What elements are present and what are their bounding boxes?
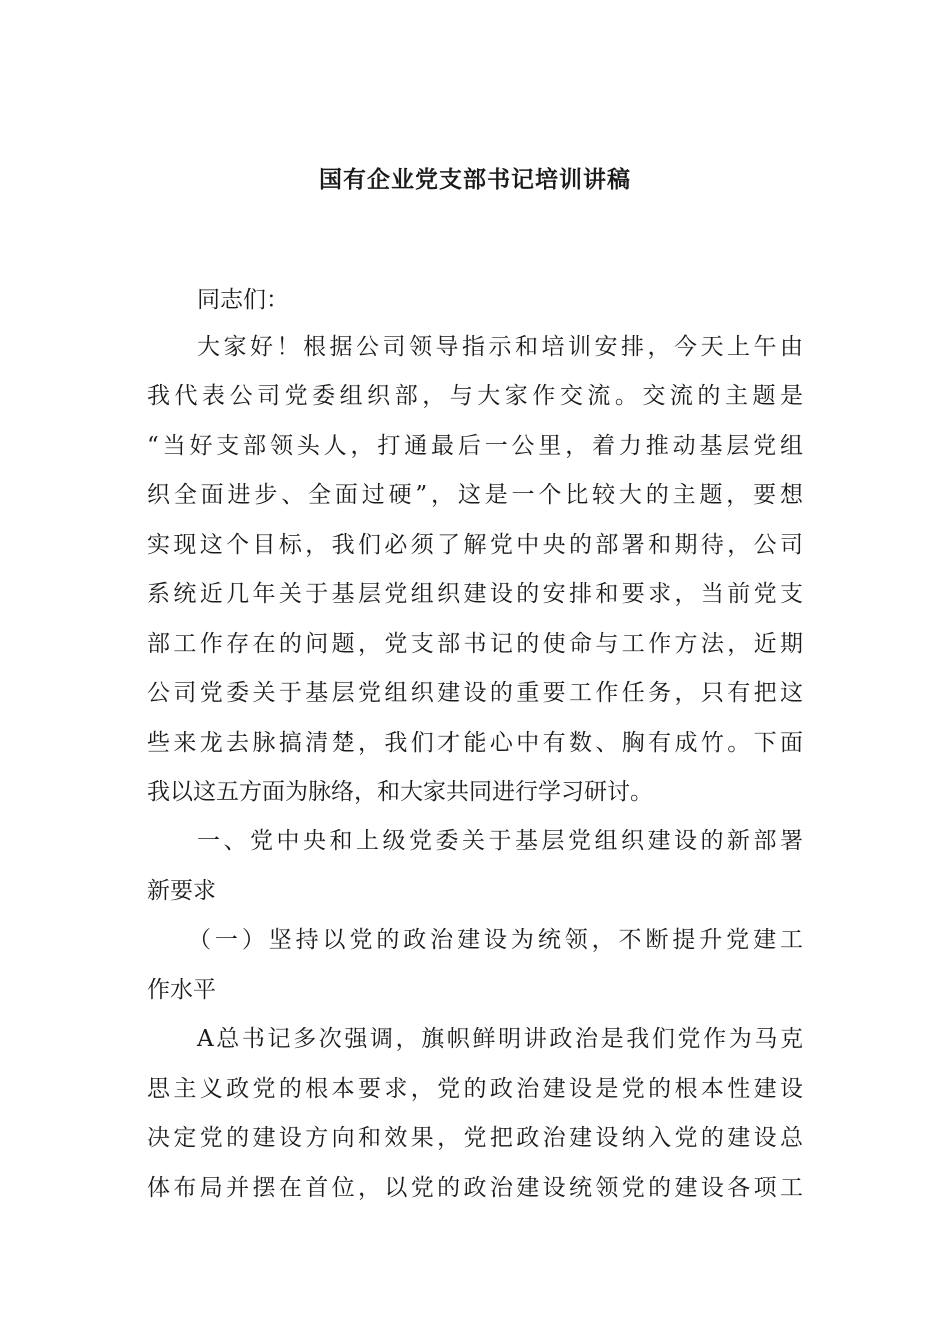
paragraph-line: 织全面进步、全面过硬”，这是一个比较大的主题，要想 xyxy=(147,482,803,508)
document-title: 国有企业党支部书记培训讲稿 xyxy=(319,166,631,193)
salutation-line: 同志们： xyxy=(197,287,289,313)
paragraph-line: 体布局并摆在首位，以党的政治建设统领党的建设各项工 xyxy=(147,1175,803,1201)
paragraph-line: A总书记多次强调，旗帜鲜明讲政治是我们党作为马克 xyxy=(197,1026,803,1052)
paragraph-line: 我代表公司党委组织部，与大家作交流。交流的主题是 xyxy=(147,383,803,409)
section-heading-line: 新要求 xyxy=(147,878,216,904)
paragraph-line: 实现这个目标，我们必须了解党中央的部署和期待，公司 xyxy=(147,532,803,558)
paragraph-line: 系统近几年关于基层党组织建设的安排和要求，当前党支 xyxy=(147,581,803,607)
paragraph-line: 思主义政党的根本要求，党的政治建设是党的根本性建设 xyxy=(147,1076,803,1102)
subsection-heading-line: 作水平 xyxy=(147,977,216,1003)
paragraph-line: 部工作存在的问题，党支部书记的使命与工作方法，近期 xyxy=(147,631,803,657)
paragraph-line: 大家好！根据公司领导指示和培训安排，今天上午由 xyxy=(197,334,803,360)
subsection-heading-line: （一）坚持以党的政治建设为统领，不断提升党建工 xyxy=(188,927,803,953)
paragraph-line: “当好支部领头人，打通最后一公里，着力推动基层党组 xyxy=(147,433,803,459)
paragraph-line: 决定党的建设方向和效果，党把政治建设纳入党的建设总 xyxy=(147,1125,803,1151)
paragraph-line: 公司党委关于基层党组织建设的重要工作任务，只有把这 xyxy=(147,680,803,706)
paragraph-line: 些来龙去脉搞清楚，我们才能心中有数、胸有成竹。下面 xyxy=(147,730,803,756)
section-heading-line: 一、党中央和上级党委关于基层党组织建设的新部署 xyxy=(197,828,803,854)
paragraph-line: 我以这五方面为脉络，和大家共同进行学习研讨。 xyxy=(147,779,653,805)
